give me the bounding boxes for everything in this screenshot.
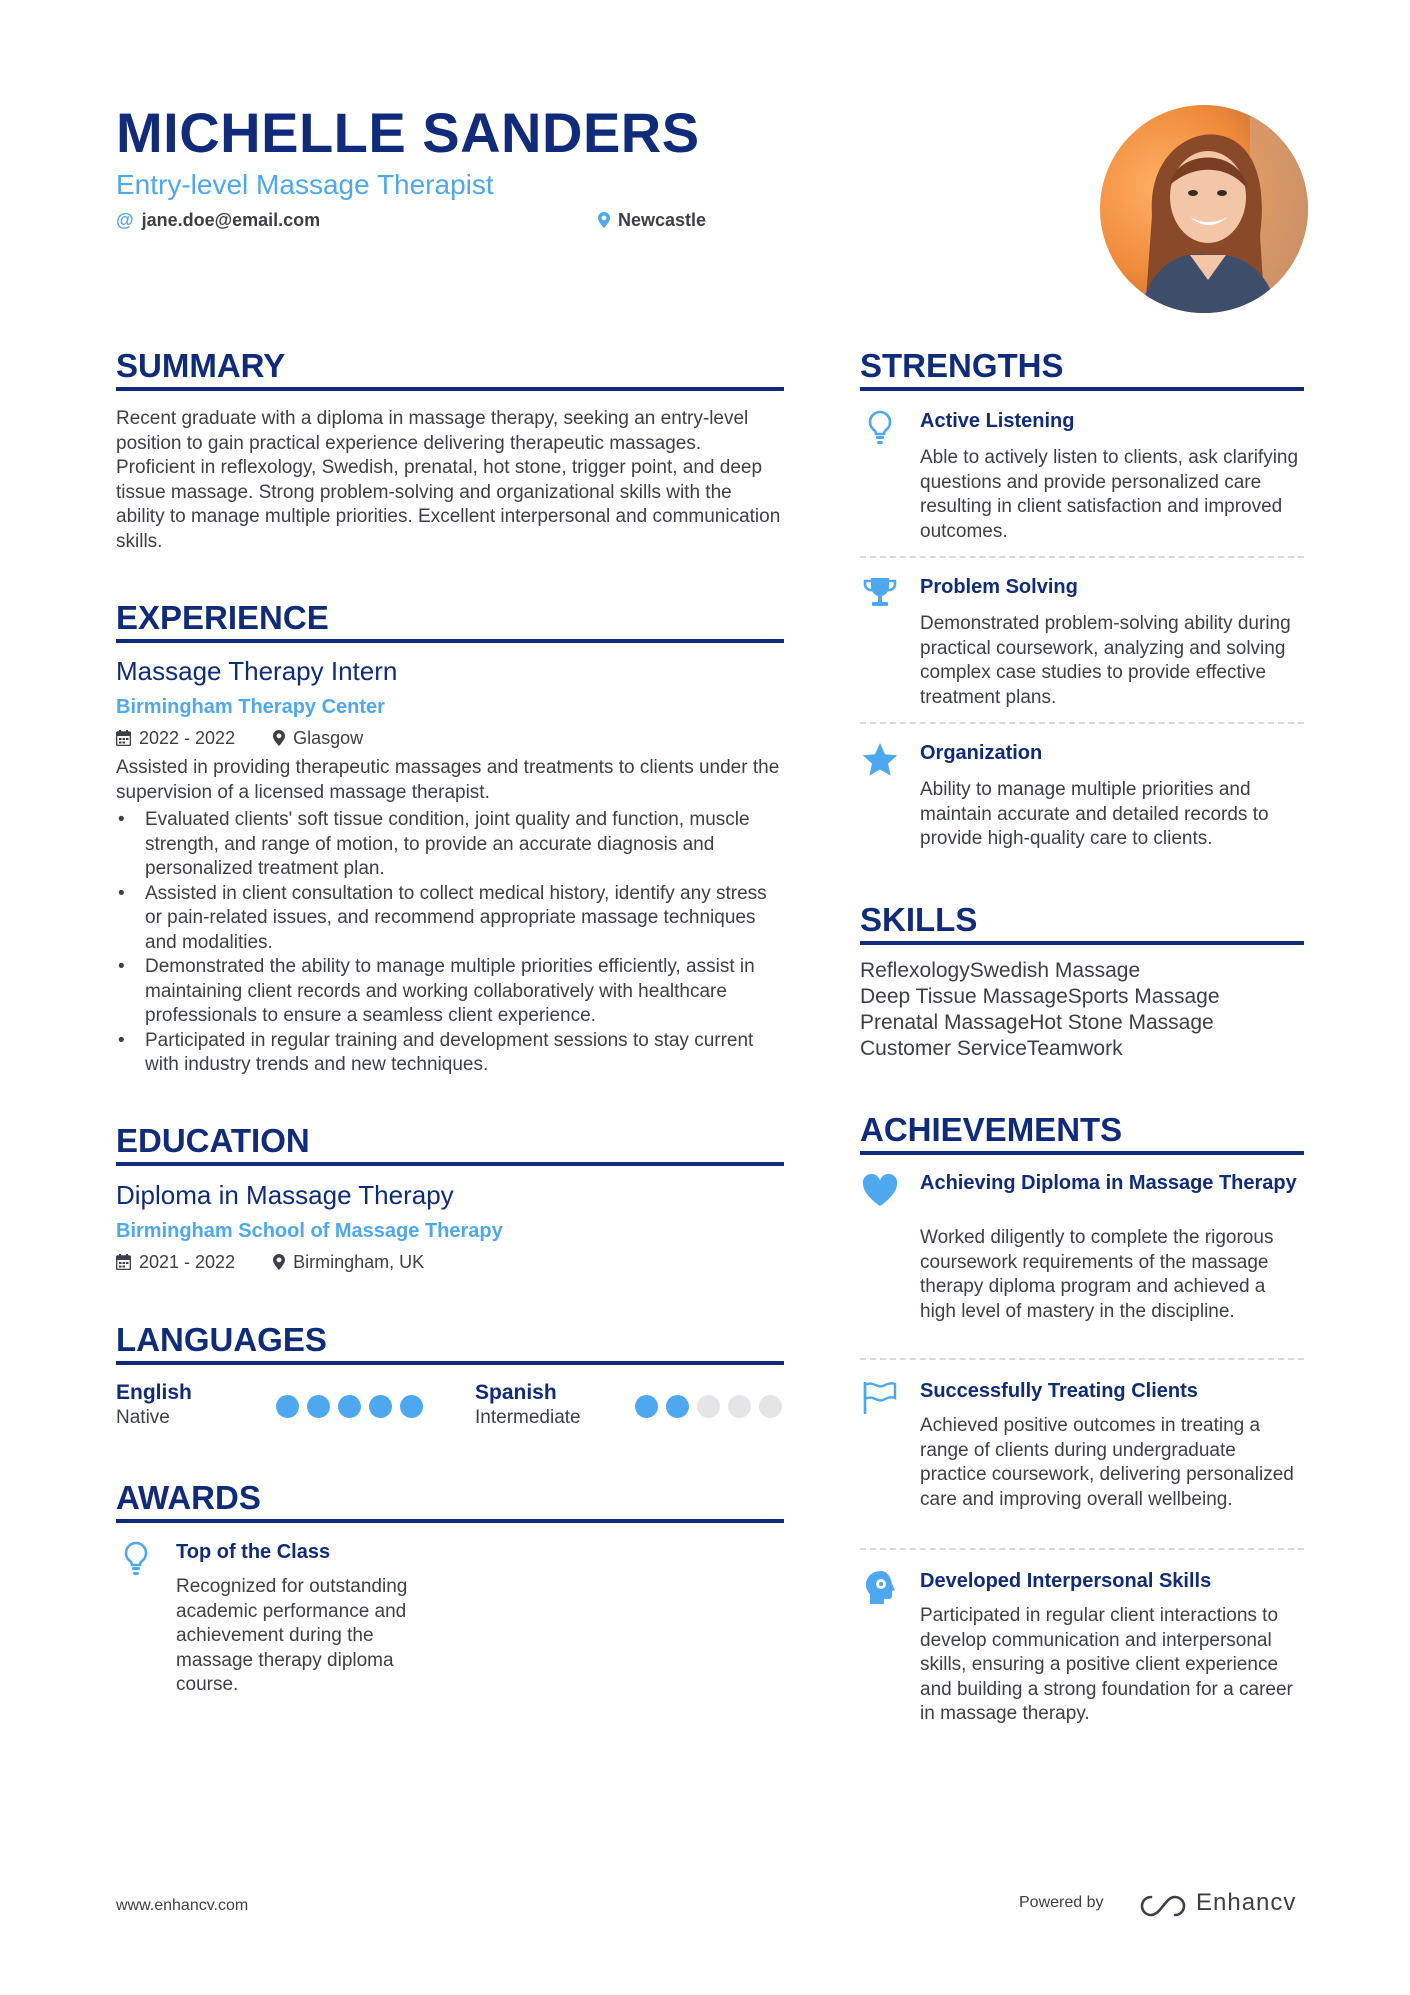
language-spanish <box>475 1380 581 1430</box>
job-bullet: • Evaluated clients' soft tissue condition, joint quality and function, muscle strength, and range of motion, to provide an accurate diagnosis and personalized treatment plan. <box>116 808 784 882</box>
strengths-title: STRENGTHS <box>860 347 1064 384</box>
strength-title: Problem Solving <box>920 576 1078 598</box>
strength-title: Active Listening <box>920 410 1075 432</box>
skills-line: Deep Tissue MassageSports Massage <box>860 985 1220 1008</box>
rating-dot <box>307 1395 330 1418</box>
achievement-divider <box>860 1548 1304 1550</box>
location-pin-icon <box>273 730 285 746</box>
lightbulb-icon <box>116 1539 156 1579</box>
strength-description: Demonstrated problem-solving ability during practical coursework, analyzing and solving complex case studies to provide effective treatment plans. <box>920 613 1291 708</box>
achievement-title: Successfully Treating Clients <box>920 1380 1198 1402</box>
languages-title: LANGUAGES <box>116 1321 327 1358</box>
at-icon: @ <box>116 210 134 230</box>
education-meta <box>116 1250 784 1274</box>
strength-title: Organization <box>920 742 1043 764</box>
strength-item <box>860 408 1304 548</box>
strength-description: Able to actively listen to clients, ask clarifying questions and provide personalized care resulting in client satisfaction and improved outcomes. <box>920 447 1299 542</box>
flag-icon <box>860 1378 900 1418</box>
awards-title: AWARDS <box>116 1479 261 1516</box>
achievement-description: Worked diligently to complete the rigorous coursework requirements of the massage therapy diploma program and achieved a high level of mastery in the discipline. <box>920 1227 1274 1322</box>
strengths-rule <box>860 387 1304 391</box>
star-icon <box>860 740 900 780</box>
achievement-description: Achieved positive outcomes in treating a range of clients during undergraduate practice coursework, delivering personalized care and improving overall wellbeing. <box>920 1415 1294 1510</box>
achievement-title: Achieving Diploma in Massage Therapy <box>920 1172 1297 1194</box>
job-title: Massage Therapy Intern <box>116 656 398 686</box>
award-description: Recognized for outstanding academic performance and achievement during the massage therapy diploma course. <box>176 1576 408 1695</box>
experience-rule <box>116 639 784 643</box>
skills-line: Prenatal MassageHot Stone Massage <box>860 1011 1214 1034</box>
summary-title: SUMMARY <box>116 347 286 384</box>
skills-list <box>860 958 1304 1062</box>
job-bullet: • Participated in regular training and development sessions to stay current with industry trends and new techniques. <box>116 1029 784 1078</box>
trophy-icon <box>860 574 900 614</box>
footer-brand[interactable]: Enhancv <box>1196 1889 1297 1916</box>
rating-dot <box>759 1395 782 1418</box>
company-name: Birmingham Therapy Center <box>116 696 385 718</box>
candidate-role: Entry-level Massage Therapist <box>116 169 494 200</box>
education-rule <box>116 1162 784 1166</box>
achievements-title: ACHIEVEMENTS <box>860 1111 1123 1148</box>
achievements-rule <box>860 1151 1304 1155</box>
location-pin-icon <box>273 1254 285 1270</box>
rating-dot <box>276 1395 299 1418</box>
skills-rule <box>860 941 1304 945</box>
languages-rule <box>116 1361 784 1365</box>
job-bullet: • Assisted in client consultation to collect medical history, identify any stress or pain-related issues, and recommend appropriate massage techniques and modalities. <box>116 882 784 956</box>
language-name: English <box>116 1381 192 1404</box>
award-title: Top of the Class <box>176 1541 331 1563</box>
strength-description: Ability to manage multiple priorities and maintain accurate and detailed records to provide high-quality care to clients. <box>920 779 1269 849</box>
heart-icon <box>860 1170 900 1210</box>
job-meta <box>116 726 784 750</box>
enhancv-logo-icon <box>1139 1893 1187 1919</box>
achievement-item <box>860 1568 1304 1768</box>
rating-dot <box>697 1395 720 1418</box>
language-level: Intermediate <box>475 1407 581 1428</box>
head-icon <box>860 1568 900 1608</box>
language-level: Native <box>116 1407 170 1428</box>
strength-divider <box>860 722 1304 724</box>
education-title: EDUCATION <box>116 1122 310 1159</box>
awards-rule <box>116 1519 784 1523</box>
calendar-icon <box>116 1254 131 1270</box>
achievement-item <box>860 1378 1304 1548</box>
language-name: Spanish <box>475 1381 557 1404</box>
skills-line: ReflexologySwedish Massage <box>860 959 1141 982</box>
contact-location <box>598 208 706 232</box>
job-bullet: • Demonstrated the ability to manage multiple priorities efficiently, assist in maintaining client records and working collaboratively with healthcare professionals to ensure a seamless client experience. <box>116 955 784 1029</box>
strength-divider <box>860 556 1304 558</box>
contact-email[interactable] <box>116 208 320 232</box>
experience-title: EXPERIENCE <box>116 599 329 636</box>
language-rating <box>276 1395 431 1423</box>
strength-item <box>860 740 1304 860</box>
summary-rule <box>116 387 784 391</box>
achievement-description: Participated in regular client interactions to develop communication and interpersonal skills, ensuring a positive client experience and building a strong foundation for a career in massage therapy. <box>920 1605 1293 1724</box>
language-english <box>116 1380 192 1430</box>
location-pin-icon <box>598 212 610 228</box>
skills-line: Customer ServiceTeamwork <box>860 1037 1123 1060</box>
rating-dot <box>369 1395 392 1418</box>
school-name: Birmingham School of Massage Therapy <box>116 1220 503 1242</box>
award-item <box>116 1539 536 1729</box>
rating-dot <box>338 1395 361 1418</box>
language-rating <box>635 1395 790 1423</box>
rating-dot <box>728 1395 751 1418</box>
strength-item <box>860 574 1304 714</box>
job-description: Assisted in providing therapeutic massages and treatments to clients under the supervision of a licensed massage therapist. <box>116 757 780 803</box>
candidate-name: MICHELLE SANDERS <box>116 101 700 164</box>
job-bullets <box>116 808 784 1078</box>
location-text: Newcastle <box>618 210 707 230</box>
profile-photo <box>1100 105 1308 313</box>
achievement-item <box>860 1170 1304 1360</box>
job-location: Glasgow <box>293 728 364 748</box>
rating-dot <box>666 1395 689 1418</box>
achievement-divider <box>860 1358 1304 1360</box>
footer-website[interactable]: www.enhancv.com <box>116 1897 249 1914</box>
degree-title: Diploma in Massage Therapy <box>116 1180 454 1210</box>
calendar-icon <box>116 730 131 746</box>
skills-title: SKILLS <box>860 901 978 938</box>
achievement-title: Developed Interpersonal Skills <box>920 1570 1212 1592</box>
rating-dot <box>400 1395 423 1418</box>
job-dates: 2022 - 2022 <box>139 728 236 748</box>
summary-text: Recent graduate with a diploma in massage therapy, seeking an entry-level position to gain practical experience delivering therapeutic massages. Proficient in reflexology, Swedish, prenatal, hot stone, trigger point, and deep tissue massage. Strong problem-solving and organizational skills with the ability to manage multiple priorities. Excellent interpersonal and communication skills. <box>116 408 781 552</box>
rating-dot <box>635 1395 658 1418</box>
footer-powered-by: Powered by <box>1019 1894 1104 1911</box>
education-location: Birmingham, UK <box>293 1252 425 1272</box>
education-dates: 2021 - 2022 <box>139 1252 236 1272</box>
email-text: jane.doe@email.com <box>141 210 321 230</box>
lightbulb-icon <box>860 408 900 448</box>
